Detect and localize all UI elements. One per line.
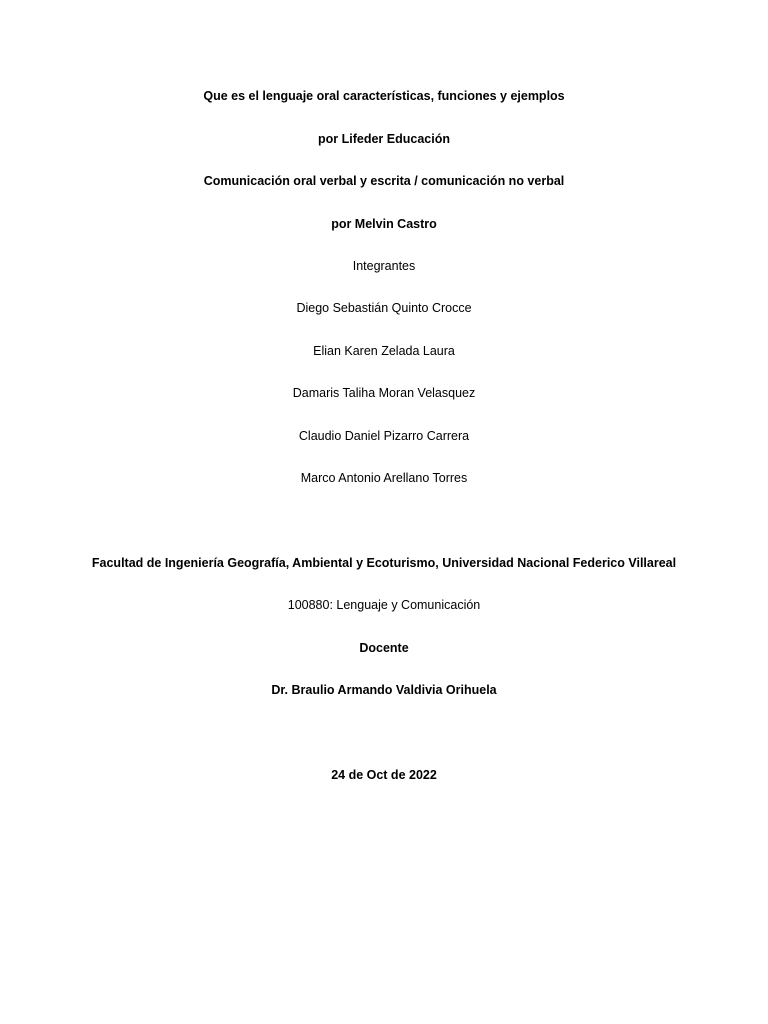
title-author: por Lifeder Educación	[318, 132, 450, 146]
teacher-heading: Docente	[359, 641, 409, 655]
subtitle-author: por Melvin Castro	[331, 217, 437, 231]
course: 100880: Lenguaje y Comunicación	[287, 598, 481, 612]
member-name: Damaris Taliha Moran Velasquez	[292, 386, 476, 400]
document-title: Que es el lenguaje oral características, funciones y ejemplos	[203, 89, 565, 103]
member-name: Diego Sebastián Quinto Crocce	[296, 301, 472, 315]
member-name: Elian Karen Zelada Laura	[313, 344, 455, 358]
document-subtitle: Comunicación oral verbal y escrita / comunicación no verbal	[203, 174, 565, 188]
members-heading: Integrantes	[352, 259, 416, 273]
institution: Facultad de Ingeniería Geografía, Ambiental y Ecoturismo, Universidad Nacional Federico Villareal	[91, 556, 677, 570]
document-date: 24 de Oct de 2022	[331, 768, 437, 782]
member-name: Marco Antonio Arellano Torres	[300, 471, 468, 485]
teacher-name: Dr. Braulio Armando Valdivia Orihuela	[271, 683, 497, 697]
member-name: Claudio Daniel Pizarro Carrera	[298, 429, 470, 443]
